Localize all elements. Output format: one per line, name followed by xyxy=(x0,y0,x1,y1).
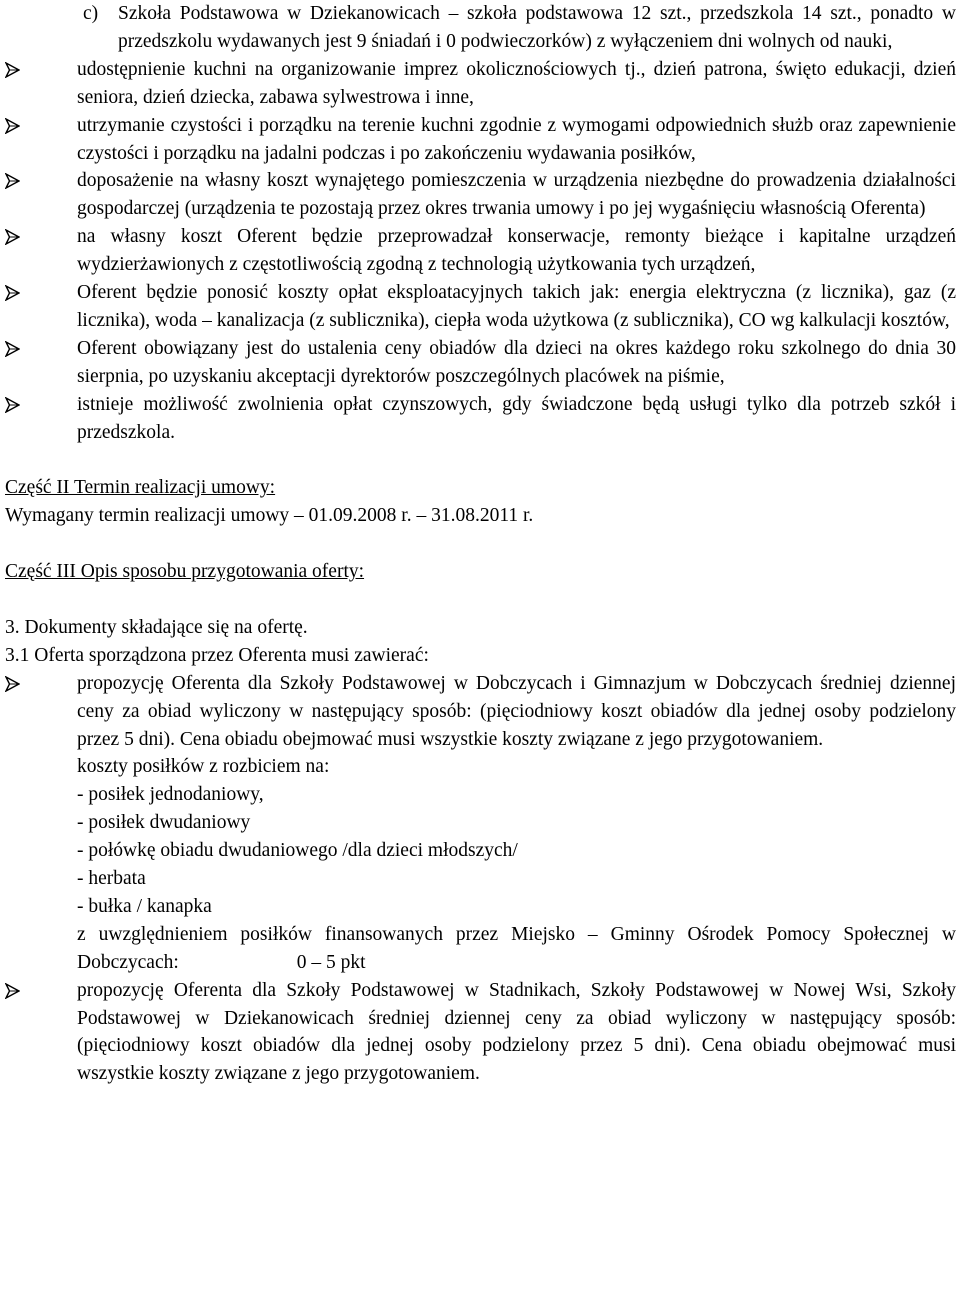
offer-text: propozycję Oferenta dla Szkoły Podstawowej w Stadnikach, Szkoły Podstawowej w Nowej Wsi, Szkoły Podstawowej w Dziekanowicach średniej dziennej ceny za obiad wyliczony w następujący sposób: (pięciodniowy koszt obiadów dla jednej osoby podzielony przez 5 dni). Cena obiadu obejmować musi wszystkie koszty związane z jego przygotowaniem. xyxy=(77,979,956,1085)
bullet-text: udostępnienie kuchni na organizowanie imprez okolicznościowych tj., dzień patrona, święto edukacji, dzień seniora, dzień dziecka, zabawa sylwestrowa i inne, xyxy=(77,58,956,108)
intro-item-c xyxy=(83,0,956,56)
intro-text: Szkoła Podstawowa w Dziekanowicach – szkoła podstawowa 12 szt., przedszkola 14 szt., ponadto w przedszkolu wydawanych jest 9 śniadań i 0 podwieczorków) z wyłączeniem dni wolnych od nauki, xyxy=(118,3,956,52)
bullet-list xyxy=(5,56,956,447)
arrow-bullet-icon xyxy=(5,676,20,692)
part-2-section xyxy=(5,474,956,530)
bullet-text: Oferent obowiązany jest do ustalenia ceny obiadów dla dzieci na okres każdego roku szkolnego do dnia 30 sierpnia, po uzyskaniu akceptacji dyrektorów poszczególnych placówek na piśmie, xyxy=(77,337,956,387)
offer-item-dobczyce xyxy=(5,670,956,977)
part-3-heading: Część III Opis sposobu przygotowania oferty: xyxy=(5,561,365,583)
cost-breakdown-intro: koszty posiłków z rozbiciem na: xyxy=(77,756,330,778)
points-range: 0 – 5 pkt xyxy=(296,951,366,973)
part-2-heading: Część II Termin realizacji umowy: xyxy=(5,477,276,499)
bullet-text: doposażenie na własny koszt wynajętego pomieszczenia w urządzenia niezbędne do prowadzenia działalności gospodarczej (urządzenia te pozostają przez okres trwania umowy i po jej wygaśnięciu własnością Oferenta) xyxy=(77,170,956,220)
bullet-text: utrzymanie czystości i porządku na terenie kuchni zgodnie z wymogami odpowiednich służb oraz zapewnienie czystości i porządku na jadalni podczas i po zakończeniu wydawania posiłków, xyxy=(77,114,956,164)
arrow-bullet-icon xyxy=(5,397,20,413)
cost-item: - herbata xyxy=(77,868,146,890)
bullet-item xyxy=(5,223,956,279)
intro-label: c) xyxy=(83,3,99,24)
part-2-text: Wymagany termin realizacji umowy – 01.09.2008 r. – 31.08.2011 r. xyxy=(5,505,534,527)
section-3-heading: 3. Dokumenty składające się na ofertę. xyxy=(5,616,308,638)
arrow-bullet-icon xyxy=(5,229,20,245)
spacer xyxy=(5,530,956,558)
bullet-item xyxy=(5,167,956,223)
arrow-bullet-icon xyxy=(5,173,20,189)
arrow-bullet-icon xyxy=(5,341,20,357)
cost-breakdown xyxy=(77,753,956,976)
cost-item: - posiłek jednodaniowy, xyxy=(77,784,264,806)
bullet-text: istnieje możliwość zwolnienia opłat czynszowych, gdy świadczone będą usługi tylko dla potrzeb szkół i przedszkola. xyxy=(77,393,956,443)
spacer xyxy=(5,586,956,614)
bullet-text: na własny koszt Oferent będzie przeprowadzał konserwacje, remonty bieżące i kapitalne urządzeń wydzierżawionych z częstotliwością zgodną z technologią użytkowania tych urządzeń, xyxy=(77,226,956,276)
part-3-section xyxy=(5,558,956,670)
cost-item: - posiłek dwudaniowy xyxy=(77,812,251,834)
bullet-item xyxy=(5,279,956,335)
offer-item-other-schools xyxy=(5,977,956,1089)
arrow-bullet-icon xyxy=(5,285,20,301)
bullet-item xyxy=(5,56,956,112)
bullet-item xyxy=(5,335,956,391)
arrow-bullet-icon xyxy=(5,62,20,78)
bullet-item xyxy=(5,391,956,447)
section-3-1-heading: 3.1 Oferta sporządzona przez Oferenta musi zawierać: xyxy=(5,644,429,666)
offer-text: propozycję Oferenta dla Szkoły Podstawowej w Dobczycach i Gimnazjum w Dobczycach średniej dziennej ceny za obiad wyliczony w następujący sposób: (pięciodniowy koszt obiadów dla jednej osoby podzielony przez 5 dni). Cena obiadu obejmować musi wszystkie koszty związane z jego przygotowaniem. xyxy=(77,672,956,750)
cost-item: - bułka / kanapka xyxy=(77,895,212,917)
arrow-bullet-icon xyxy=(5,118,20,134)
cost-item: - połówkę obiadu dwudaniowego /dla dzieci młodszych/ xyxy=(77,840,518,862)
arrow-bullet-icon xyxy=(5,983,20,999)
bullet-item xyxy=(5,112,956,168)
spacer xyxy=(5,447,956,475)
bullet-text: Oferent będzie ponosić koszty opłat eksploatacyjnych takich jak: energia elektryczna (z licznika), gaz (z licznika), woda – kanalizacja (z sublicznika), ciepła woda użytkowa (z sublicznika), CO wg kalkulacji kosztów, xyxy=(77,282,956,331)
mgops-text xyxy=(77,921,956,977)
mgops-sentence: z uwzględnieniem posiłków finansowanych przez Miejsko – Gminny Ośrodek Pomocy Społecznej w Dobczycach: xyxy=(77,923,956,973)
